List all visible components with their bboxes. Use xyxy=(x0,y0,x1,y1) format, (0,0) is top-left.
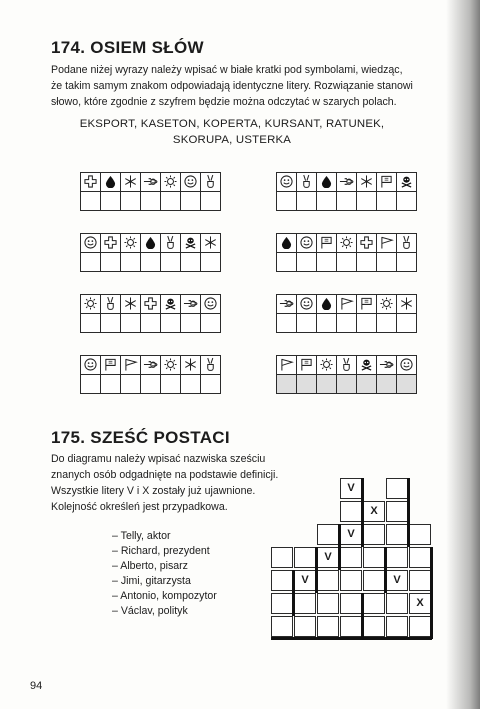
skull-crossbones-icon xyxy=(357,356,377,375)
answer-cell[interactable] xyxy=(201,192,221,211)
pennant-icon xyxy=(277,356,297,375)
answer-cell[interactable] xyxy=(141,192,161,211)
answer-cell[interactable] xyxy=(161,375,181,394)
answer-cell[interactable] xyxy=(357,375,377,394)
skull-crossbones-icon xyxy=(161,295,181,314)
smiley-icon xyxy=(297,295,317,314)
answer-cell[interactable] xyxy=(357,253,377,272)
crossword-cell[interactable] xyxy=(409,524,431,545)
answer-cell[interactable] xyxy=(277,314,297,333)
sun-icon xyxy=(161,173,181,192)
word-separator-bar xyxy=(407,478,410,547)
answer-cell[interactable] xyxy=(297,192,317,211)
cross-icon xyxy=(81,173,101,192)
intro-line: Kolejność określeń jest przypadkowa. xyxy=(51,501,228,513)
revealed-letter: X xyxy=(370,505,378,517)
pointing-hand-icon xyxy=(181,295,201,314)
sun-icon xyxy=(317,356,337,375)
answer-cell[interactable] xyxy=(397,375,417,394)
sun-icon xyxy=(377,295,397,314)
snowflake-icon xyxy=(121,295,141,314)
crossword-cell[interactable] xyxy=(294,593,316,614)
answer-cell[interactable] xyxy=(161,192,181,211)
crossword-cell[interactable] xyxy=(271,547,293,568)
crossword-cell[interactable] xyxy=(340,547,362,568)
pennant-icon xyxy=(121,356,141,375)
revealed-letter: V xyxy=(324,551,332,563)
pointing-hand-icon xyxy=(141,356,161,375)
crossword-cell[interactable] xyxy=(317,524,339,545)
clue-item: – Antonio, kompozytor xyxy=(112,590,217,602)
answer-cell[interactable] xyxy=(297,314,317,333)
revealed-letter: X xyxy=(416,597,424,609)
smiley-icon xyxy=(181,173,201,192)
drop-icon xyxy=(277,234,297,253)
skull-crossbones-icon xyxy=(397,173,417,192)
crossword-cell[interactable] xyxy=(294,616,316,637)
cipher-grid xyxy=(80,294,221,333)
revealed-letter: V xyxy=(347,528,355,540)
clue-item: – Richard, prezydent xyxy=(112,545,210,557)
crossword-cell[interactable] xyxy=(386,478,408,499)
cross-icon xyxy=(141,295,161,314)
puzzle-174-intro xyxy=(51,62,413,110)
word-list xyxy=(51,116,413,148)
page-fold-shadow xyxy=(446,0,480,709)
pennant-icon xyxy=(377,234,397,253)
crossword-cell[interactable] xyxy=(386,547,408,568)
clue-list xyxy=(112,529,217,619)
crossword-cell[interactable] xyxy=(409,570,431,591)
crossword-cell[interactable] xyxy=(409,616,431,637)
answer-cell[interactable] xyxy=(121,375,141,394)
smiley-icon xyxy=(297,234,317,253)
word-separator-bar xyxy=(271,637,432,640)
crossword-cell[interactable] xyxy=(363,570,385,591)
intro-line: znanych osób odgadnięte na podstawie definicji. xyxy=(51,469,279,481)
answer-cell[interactable] xyxy=(201,314,221,333)
crossword-cell[interactable] xyxy=(294,547,316,568)
answer-cell[interactable] xyxy=(101,253,121,272)
answer-cell[interactable] xyxy=(357,314,377,333)
crossword-cell[interactable] xyxy=(340,593,362,614)
answer-cell[interactable] xyxy=(81,253,101,272)
answer-cell[interactable] xyxy=(377,314,397,333)
crossword-cell[interactable] xyxy=(386,593,408,614)
answer-cell[interactable] xyxy=(297,375,317,394)
smiley-icon xyxy=(81,234,101,253)
cipher-grid xyxy=(276,294,417,333)
cross-icon xyxy=(101,234,121,253)
word-list-line: EKSPORT, KASETON, KOPERTA, KURSANT, RATUNEK, xyxy=(79,118,385,130)
pointing-hand-icon xyxy=(377,356,397,375)
answer-cell[interactable] xyxy=(317,375,337,394)
answer-cell[interactable] xyxy=(337,253,357,272)
crossword-cell[interactable] xyxy=(363,547,385,568)
victory-hand-icon xyxy=(201,356,221,375)
sun-icon xyxy=(161,356,181,375)
answer-cell[interactable] xyxy=(181,314,201,333)
smiley-icon xyxy=(201,295,221,314)
snowflake-icon xyxy=(357,173,377,192)
flag-icon xyxy=(357,295,377,314)
answer-cell[interactable] xyxy=(101,192,121,211)
answer-cell[interactable] xyxy=(277,192,297,211)
answer-cell[interactable] xyxy=(121,253,141,272)
answer-cell[interactable] xyxy=(337,375,357,394)
answer-cell[interactable] xyxy=(181,192,201,211)
pointing-hand-icon xyxy=(141,173,161,192)
answer-cell[interactable] xyxy=(81,314,101,333)
answer-cell[interactable] xyxy=(357,192,377,211)
revealed-letter: V xyxy=(301,574,309,586)
answer-cell[interactable] xyxy=(81,375,101,394)
answer-cell[interactable] xyxy=(201,375,221,394)
intro-line: Do diagramu należy wpisać nazwiska sześciu xyxy=(51,453,266,465)
snowflake-icon xyxy=(397,295,417,314)
answer-cell[interactable] xyxy=(397,253,417,272)
drop-icon xyxy=(101,173,121,192)
snowflake-icon xyxy=(181,356,201,375)
answer-cell[interactable] xyxy=(181,375,201,394)
cipher-grid xyxy=(80,172,221,211)
crossword-cell[interactable] xyxy=(271,570,293,591)
answer-cell[interactable] xyxy=(141,375,161,394)
answer-cell[interactable] xyxy=(121,314,141,333)
clue-item: – Telly, aktor xyxy=(112,530,171,542)
drop-icon xyxy=(317,173,337,192)
answer-cell[interactable] xyxy=(81,192,101,211)
puzzle-175-title: 175. SZEŚĆ POSTACI xyxy=(51,428,230,447)
answer-cell[interactable] xyxy=(121,192,141,211)
flag-icon xyxy=(297,356,317,375)
crossword-cell[interactable] xyxy=(317,570,339,591)
crossword-cell[interactable] xyxy=(386,524,408,545)
answer-cell[interactable] xyxy=(397,192,417,211)
clue-item: – Václav, polityk xyxy=(112,605,188,617)
revealed-letter: V xyxy=(347,482,355,494)
answer-cell[interactable] xyxy=(201,253,221,272)
crossword-cell[interactable] xyxy=(386,501,408,522)
puzzle-174-title: 174. OSIEM SŁÓW xyxy=(51,38,204,57)
crossword-cell[interactable] xyxy=(409,547,431,568)
flag-icon xyxy=(101,356,121,375)
answer-cell[interactable] xyxy=(317,314,337,333)
snowflake-icon xyxy=(201,234,221,253)
intro-line: słowo, które zgodnie z szyfrem będzie można odczytać w szarych polach. xyxy=(51,96,397,108)
answer-cell[interactable] xyxy=(101,375,121,394)
crossword-cell[interactable] xyxy=(271,616,293,637)
crossword-cell[interactable] xyxy=(340,501,362,522)
crossword-cell[interactable] xyxy=(340,616,362,637)
skull-crossbones-icon xyxy=(181,234,201,253)
word-list-line: SKORUPA, USTERKA xyxy=(172,134,292,146)
clue-item: – Alberto, pisarz xyxy=(112,560,188,572)
flag-icon xyxy=(377,173,397,192)
answer-cell[interactable] xyxy=(377,192,397,211)
cipher-grid xyxy=(276,233,417,272)
page-number: 94 xyxy=(30,680,43,692)
answer-cell[interactable] xyxy=(377,375,397,394)
cipher-grid xyxy=(276,172,417,211)
clue-item: – Jimi, gitarzysta xyxy=(112,575,191,587)
answer-cell[interactable] xyxy=(277,375,297,394)
crossword-cell[interactable] xyxy=(363,593,385,614)
cipher-grid xyxy=(80,355,221,394)
answer-cell[interactable] xyxy=(337,314,357,333)
answer-cell[interactable] xyxy=(277,253,297,272)
snowflake-icon xyxy=(121,173,141,192)
answer-cell[interactable] xyxy=(397,314,417,333)
answer-cell[interactable] xyxy=(377,253,397,272)
revealed-letter: V xyxy=(393,574,401,586)
answer-cell[interactable] xyxy=(317,253,337,272)
word-separator-bar xyxy=(361,593,364,639)
smiley-icon xyxy=(397,356,417,375)
crossword-cell[interactable] xyxy=(317,616,339,637)
intro-line: że takim samym znakom odpowiadają identyczne litery. Rozwiązanie stanowi xyxy=(51,80,413,92)
answer-cell[interactable] xyxy=(101,314,121,333)
smiley-icon xyxy=(277,173,297,192)
crossword-cell[interactable] xyxy=(363,524,385,545)
answer-cell[interactable] xyxy=(317,192,337,211)
answer-cell[interactable] xyxy=(141,253,161,272)
sun-icon xyxy=(121,234,141,253)
cross-icon xyxy=(357,234,377,253)
sun-icon xyxy=(81,295,101,314)
flag-icon xyxy=(317,234,337,253)
answer-cell[interactable] xyxy=(141,314,161,333)
pointing-hand-icon xyxy=(337,173,357,192)
victory-hand-icon xyxy=(397,234,417,253)
answer-cell[interactable] xyxy=(337,192,357,211)
crossword-cell[interactable] xyxy=(363,616,385,637)
word-separator-bar xyxy=(292,570,295,616)
victory-hand-icon xyxy=(161,234,181,253)
crossword-cell[interactable] xyxy=(386,616,408,637)
sun-icon xyxy=(337,234,357,253)
answer-cell[interactable] xyxy=(161,253,181,272)
answer-cell[interactable] xyxy=(181,253,201,272)
intro-line: Wszystkie litery V i X zostały już ujawnione. xyxy=(51,485,256,497)
answer-cell[interactable] xyxy=(297,253,317,272)
victory-hand-icon xyxy=(297,173,317,192)
crossword-cell[interactable] xyxy=(317,593,339,614)
answer-cell[interactable] xyxy=(161,314,181,333)
word-separator-bar xyxy=(338,524,341,570)
pointing-hand-icon xyxy=(277,295,297,314)
word-separator-bar xyxy=(361,478,364,547)
crossword-cell[interactable] xyxy=(271,593,293,614)
victory-hand-icon xyxy=(337,356,357,375)
puzzle-175-intro xyxy=(51,451,278,515)
cipher-grid xyxy=(276,355,417,394)
intro-line: Podane niżej wyrazy należy wpisać w białe kratki pod symbolami, wiedząc, xyxy=(51,64,403,76)
drop-icon xyxy=(141,234,161,253)
cipher-grid xyxy=(80,233,221,272)
word-separator-bar xyxy=(430,547,433,639)
word-separator-bar xyxy=(384,547,387,593)
smiley-icon xyxy=(81,356,101,375)
victory-hand-icon xyxy=(201,173,221,192)
victory-hand-icon xyxy=(101,295,121,314)
word-separator-bar xyxy=(315,547,318,593)
crossword-cell[interactable] xyxy=(340,570,362,591)
pennant-icon xyxy=(337,295,357,314)
drop-icon xyxy=(317,295,337,314)
